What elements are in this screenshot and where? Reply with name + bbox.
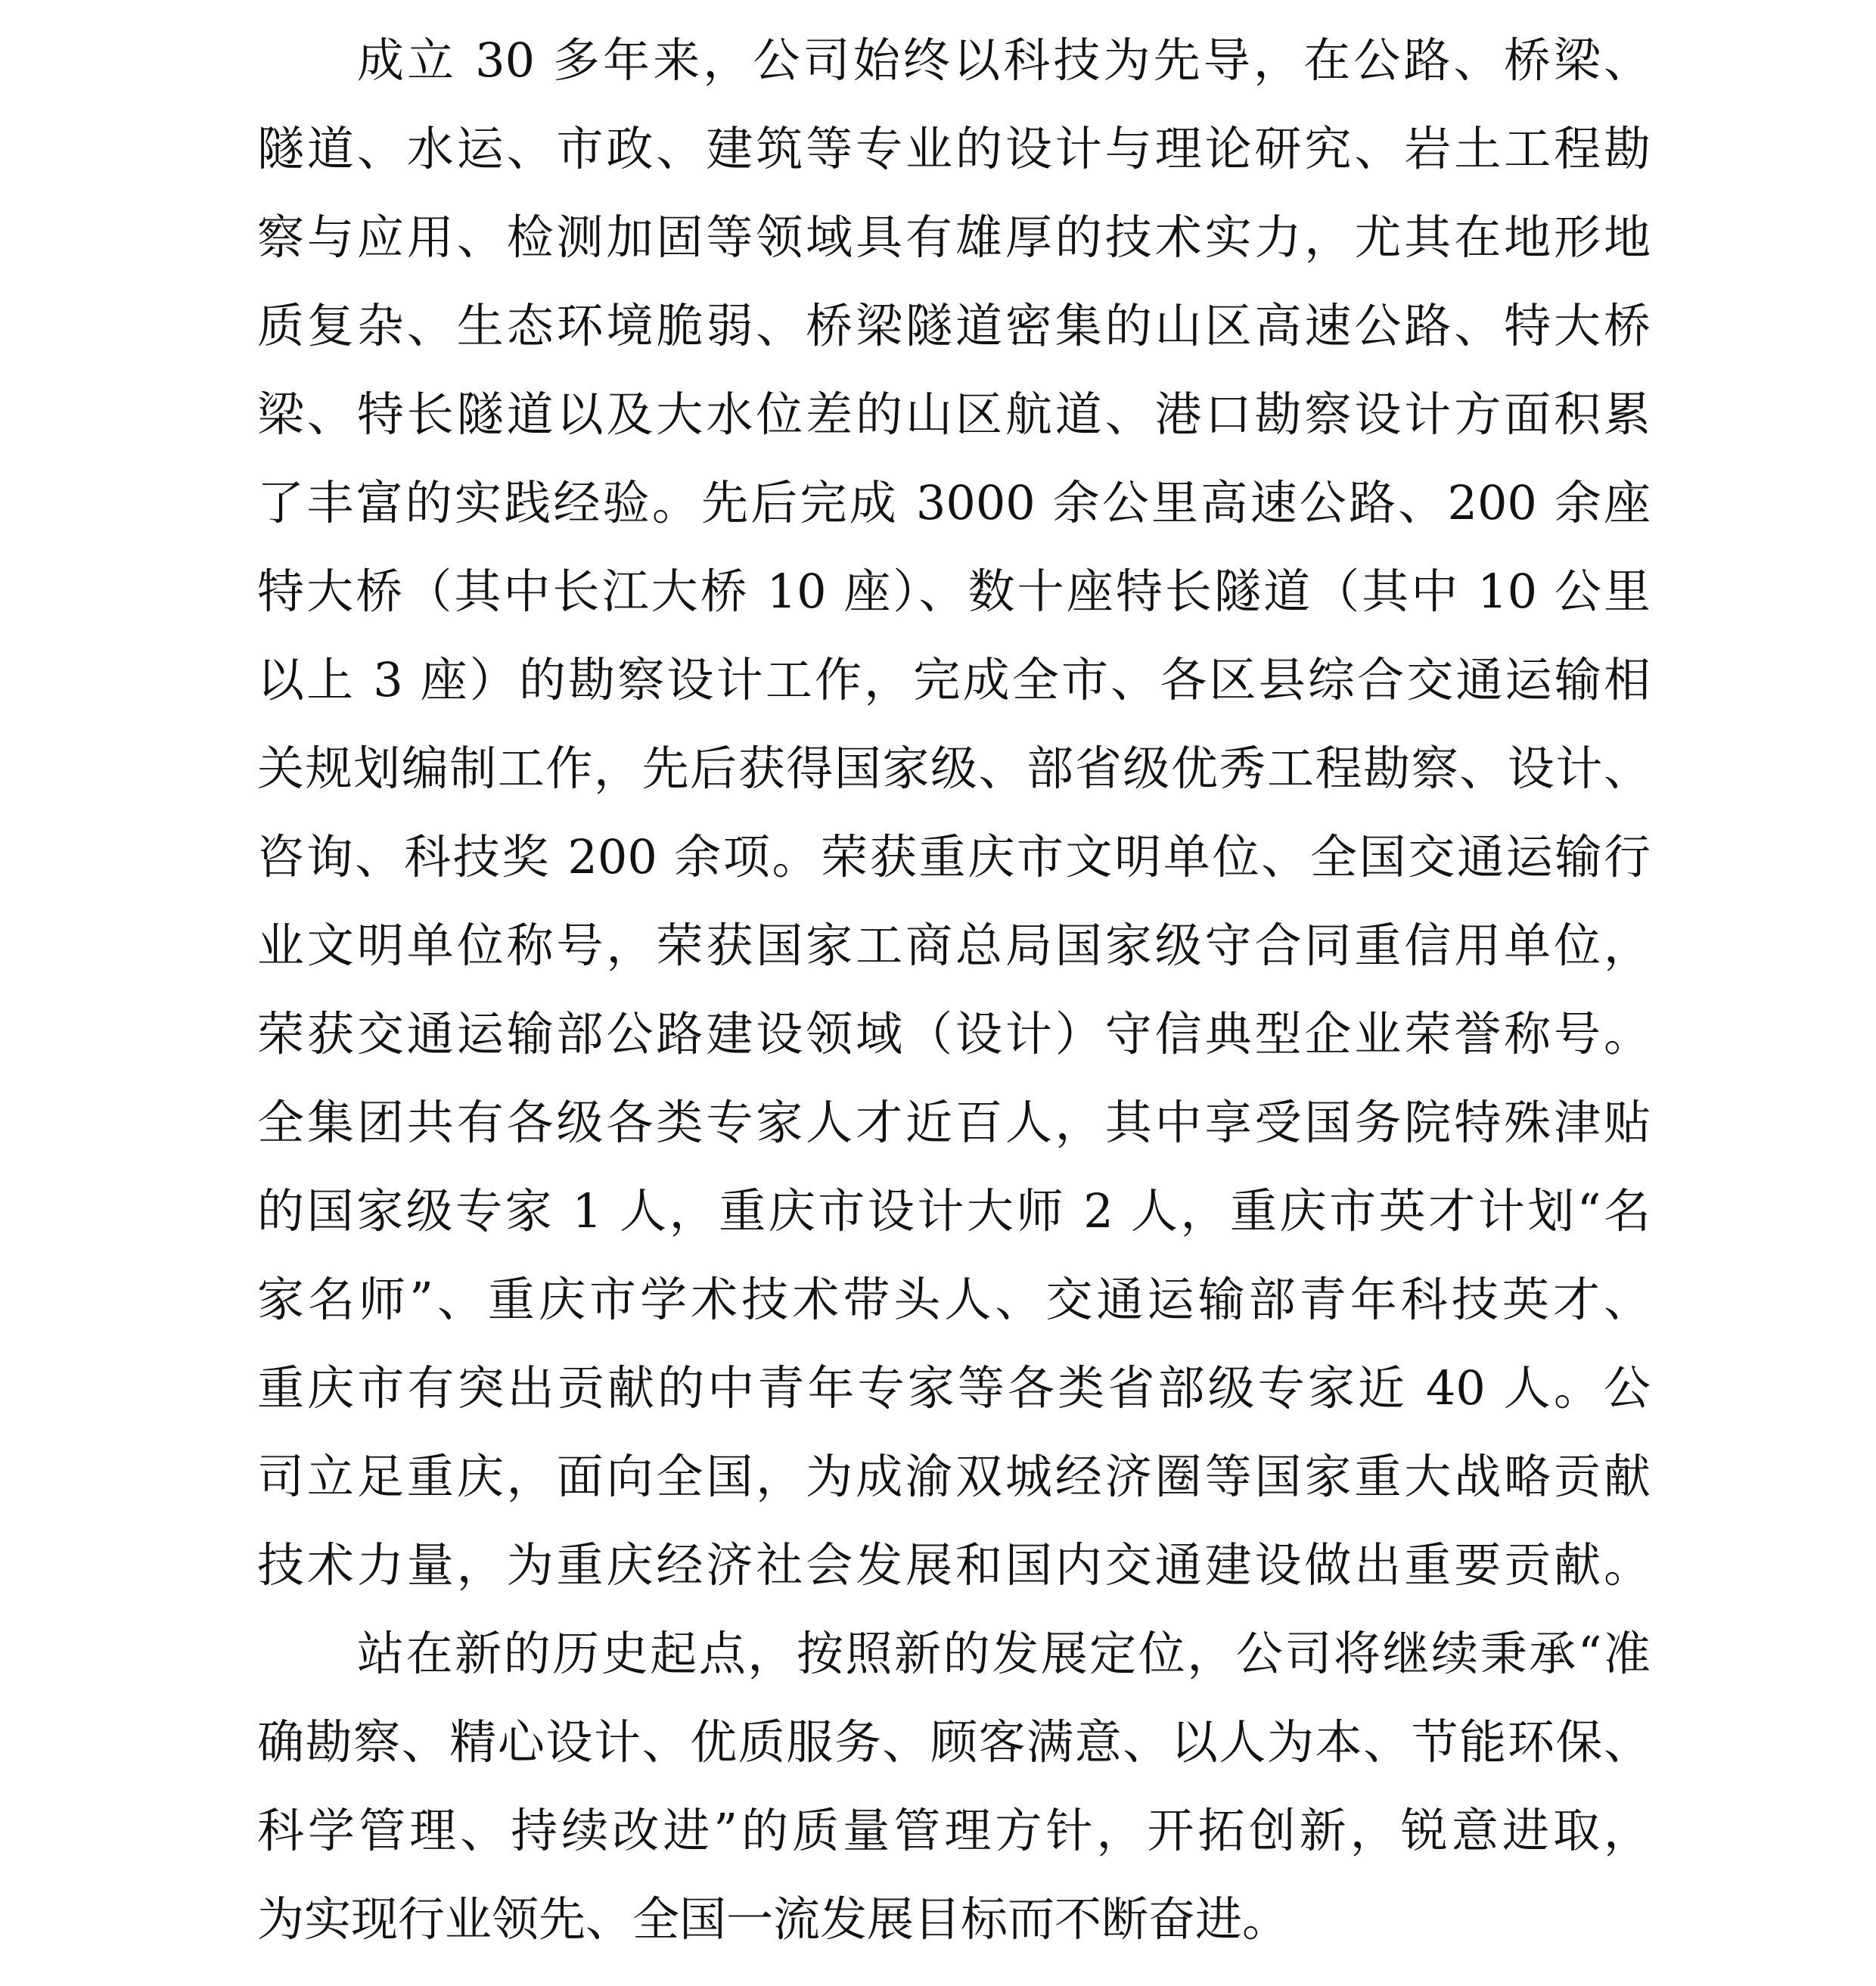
paragraph-1-line: 的国家级专家 1 人，重庆市设计大师 2 人，重庆市英才计划“名 xyxy=(257,1183,1651,1239)
paragraph-1-line: 特大桥（其中长江大桥 10 座）、数十座特长隧道（其中 10 公里 xyxy=(257,564,1651,619)
paragraph-1-line: 家名师”、重庆市学术技术带头人、交通运输部青年科技英才、 xyxy=(257,1272,1651,1327)
paragraph-1-line: 技术力量，为重庆经济社会发展和国内交通建设做出重要贡献。 xyxy=(257,1537,1651,1593)
paragraph-1-line: 质复杂、生态环境脆弱、桥梁隧道密集的山区高速公路、特大桥 xyxy=(257,298,1651,353)
paragraph-1-line: 荣获交通运输部公路建设领域（设计）守信典型企业荣誉称号。 xyxy=(257,1006,1651,1061)
paragraph-2-line: 为实现行业领先、全国一流发展目标而不断奋进。 xyxy=(257,1891,1290,1947)
paragraph-1-line: 以上 3 座）的勘察设计工作，完成全市、各区县综合交通运输相 xyxy=(257,652,1651,707)
paragraph-1-line: 关规划编制工作，先后获得国家级、部省级优秀工程勘察、设计、 xyxy=(257,741,1651,796)
paragraph-1-line: 了丰富的实践经验。先后完成 3000 余公里高速公路、200 余座 xyxy=(257,475,1651,530)
paragraph-1-line: 成立 30 多年来，公司始终以科技为先导，在公路、桥梁、 xyxy=(357,33,1651,88)
paragraph-1-line: 业文明单位称号，荣获国家工商总局国家级守合同重信用单位， xyxy=(257,918,1651,973)
paragraph-1-line: 咨询、科技奖 200 余项。荣获重庆市文明单位、全国交通运输行 xyxy=(257,829,1651,884)
paragraph-1-line: 重庆市有突出贡献的中青年专家等各类省部级专家近 40 人。公 xyxy=(257,1360,1651,1416)
paragraph-1-line: 隧道、水运、市政、建筑等专业的设计与理论研究、岩土工程勘 xyxy=(257,121,1651,176)
paragraph-1-line: 梁、特长隧道以及大水位差的山区航道、港口勘察设计方面积累 xyxy=(257,387,1651,442)
paragraph-1-line: 司立足重庆，面向全国，为成渝双城经济圈等国家重大战略贡献 xyxy=(257,1449,1651,1504)
paragraph-2-line: 确勘察、精心设计、优质服务、顾客满意、以人为本、节能环保、 xyxy=(257,1714,1651,1770)
paragraph-1-line: 全集团共有各级各类专家人才近百人，其中享受国务院特殊津贴 xyxy=(257,1095,1651,1150)
paragraph-2-line: 科学管理、持续改进”的质量管理方针，开拓创新，锐意进取， xyxy=(257,1803,1651,1858)
paragraph-2-line: 站在新的历史起点，按照新的发展定位，公司将继续秉承“准 xyxy=(357,1626,1651,1681)
paragraph-1-line: 察与应用、检测加固等领域具有雄厚的技术实力，尤其在地形地 xyxy=(257,210,1651,265)
